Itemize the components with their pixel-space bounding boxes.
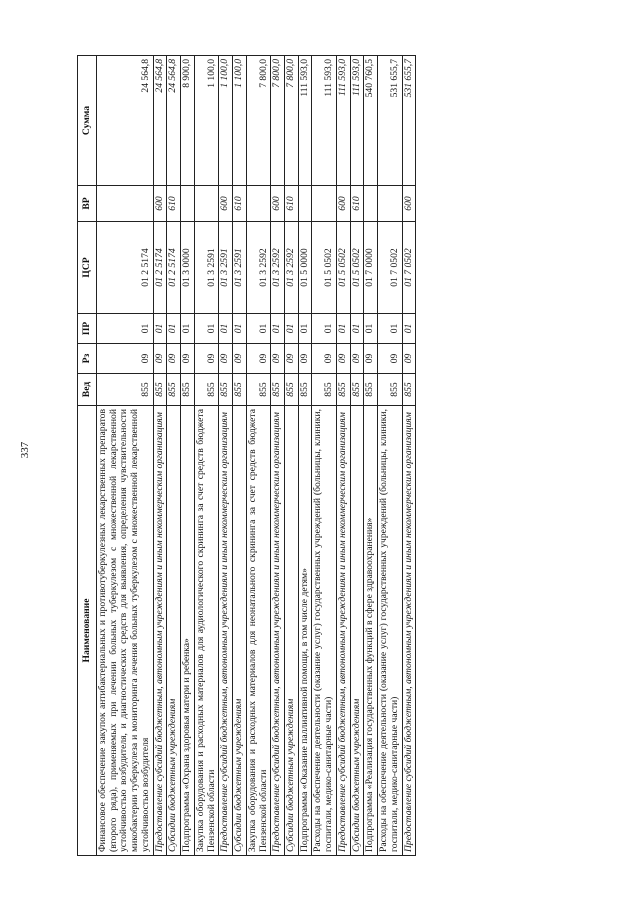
cell-sum: 111 593,0 [336, 56, 350, 186]
cell-rz: 09 [271, 344, 285, 374]
rotated-table-container [77, 56, 587, 856]
table-row [312, 56, 336, 856]
header-vr: ВР [78, 186, 97, 222]
cell-ved: 855 [336, 374, 350, 406]
cell-csr: 01 3 2592 [246, 222, 270, 314]
cell-name: Подпрограмма «Охрана здоровья матери и ребенка» [181, 406, 195, 856]
cell-csr: 01 5 0502 [350, 222, 364, 314]
cell-pr: 01 [167, 314, 181, 344]
cell-csr: 01 2 5174 [153, 222, 167, 314]
page-number: 337 [19, 441, 31, 459]
table-row [246, 56, 270, 856]
table-row [350, 56, 364, 856]
cell-rz: 09 [246, 344, 270, 374]
cell-rz: 09 [153, 344, 167, 374]
table-row [364, 56, 378, 856]
cell-sum: 24 564,8 [97, 56, 154, 186]
cell-name: Закупка оборудования и расходных материалов для аудиологического скрининга за счет средств бюджета Пензенской области [194, 406, 218, 856]
table-row [402, 56, 416, 856]
table-row [336, 56, 350, 856]
cell-sum: 111 593,0 [350, 56, 364, 186]
cell-ved: 855 [350, 374, 364, 406]
cell-name: Субсидии бюджетным учреждениям [285, 406, 299, 856]
table-row [233, 56, 247, 856]
cell-rz: 09 [194, 344, 218, 374]
cell-rz: 09 [378, 344, 402, 374]
cell-csr: 01 7 0502 [402, 222, 416, 314]
cell-pr: 01 [246, 314, 270, 344]
header-pr: ПР [78, 314, 97, 344]
cell-ved: 855 [219, 374, 233, 406]
cell-pr: 01 [285, 314, 299, 344]
cell-name: Расходы на обеспечение деятельности (оказание услуг) государственных учреждений (больницы, клиники, госпитали, медико-санитарные части) [312, 406, 336, 856]
cell-ved: 855 [181, 374, 195, 406]
cell-rz: 09 [312, 344, 336, 374]
cell-vr: 600 [153, 186, 167, 222]
cell-vr [97, 186, 154, 222]
cell-ved: 855 [402, 374, 416, 406]
cell-vr: 600 [271, 186, 285, 222]
cell-name: Предоставление субсидий бюджетным, автономным учреждениям и иным некоммерческим организациям [153, 406, 167, 856]
cell-pr: 01 [271, 314, 285, 344]
cell-rz: 09 [350, 344, 364, 374]
cell-pr: 01 [194, 314, 218, 344]
cell-name: Расходы на обеспечение деятельности (оказание услуг) государственных учреждений (больницы, клиники, госпитали, медико-санитарные части) [378, 406, 402, 856]
header-ved: Вед [78, 374, 97, 406]
cell-sum: 1 100,0 [194, 56, 218, 186]
table-row [194, 56, 218, 856]
cell-ved: 855 [271, 374, 285, 406]
table-row [271, 56, 285, 856]
table-row [219, 56, 233, 856]
cell-vr: 600 [402, 186, 416, 222]
cell-ved: 855 [97, 374, 154, 406]
cell-pr: 01 [153, 314, 167, 344]
cell-name: Предоставление субсидий бюджетным, автономным учреждениям и иным некоммерческим организациям [271, 406, 285, 856]
cell-name: Предоставление субсидий бюджетным, автономным учреждениям и иным некоммерческим организациям [402, 406, 416, 856]
cell-sum: 1 100,0 [219, 56, 233, 186]
cell-pr: 01 [219, 314, 233, 344]
cell-rz: 09 [298, 344, 312, 374]
cell-pr: 01 [97, 314, 154, 344]
cell-ved: 855 [298, 374, 312, 406]
cell-name: Закупка оборудования и расходных материалов для неонатального скрининга за счет средств бюджета Пензенской области [246, 406, 270, 856]
table-row [153, 56, 167, 856]
header-rz: Рз [78, 344, 97, 374]
cell-name: Подпрограмма «Реализация государственных функций в сфере здравоохранения» [364, 406, 378, 856]
cell-csr: 01 3 2592 [285, 222, 299, 314]
table-row [285, 56, 299, 856]
cell-rz: 09 [285, 344, 299, 374]
cell-csr: 01 3 0000 [181, 222, 195, 314]
table-row [97, 56, 154, 856]
cell-ved: 855 [194, 374, 218, 406]
cell-vr [194, 186, 218, 222]
cell-csr: 01 5 0000 [298, 222, 312, 314]
cell-ved: 855 [233, 374, 247, 406]
cell-name: Предоставление субсидий бюджетным, автономным учреждениям и иным некоммерческим организациям [336, 406, 350, 856]
table-row [167, 56, 181, 856]
cell-sum: 8 900,0 [181, 56, 195, 186]
cell-csr: 01 7 0502 [378, 222, 402, 314]
cell-rz: 09 [364, 344, 378, 374]
cell-csr: 01 2 5174 [97, 222, 154, 314]
cell-sum: 531 655,7 [378, 56, 402, 186]
cell-pr: 01 [402, 314, 416, 344]
cell-sum: 531 655,7 [402, 56, 416, 186]
header-name: Наименование [78, 406, 97, 856]
cell-vr [246, 186, 270, 222]
cell-rz: 09 [402, 344, 416, 374]
cell-pr: 01 [378, 314, 402, 344]
cell-name: Субсидии бюджетным учреждениям [350, 406, 364, 856]
table-row [181, 56, 195, 856]
cell-sum: 111 593,0 [298, 56, 312, 186]
cell-sum: 24 564,8 [167, 56, 181, 186]
cell-rz: 09 [167, 344, 181, 374]
cell-pr: 01 [298, 314, 312, 344]
cell-csr: 01 2 5174 [167, 222, 181, 314]
cell-csr: 01 7 0000 [364, 222, 378, 314]
cell-name: Предоставление субсидий бюджетным, автономным учреждениям и иным некоммерческим организациям [219, 406, 233, 856]
cell-vr [181, 186, 195, 222]
cell-name: Субсидии бюджетным учреждениям [167, 406, 181, 856]
cell-ved: 855 [246, 374, 270, 406]
cell-rz: 09 [97, 344, 154, 374]
cell-vr [298, 186, 312, 222]
cell-rz: 09 [219, 344, 233, 374]
cell-sum: 1 100,0 [233, 56, 247, 186]
cell-vr: 600 [336, 186, 350, 222]
header-csr: ЦСР [78, 222, 97, 314]
header-sum: Сумма [78, 56, 97, 186]
cell-name: Подпрограмма «Оказание паллиативной помощи, в том числе детям» [298, 406, 312, 856]
cell-vr [364, 186, 378, 222]
cell-rz: 09 [181, 344, 195, 374]
cell-csr: 01 3 2591 [219, 222, 233, 314]
cell-rz: 09 [233, 344, 247, 374]
table-header-row [78, 56, 97, 856]
cell-name: Финансовое обеспечение закупок антибактериальных и противотуберкулезных лекарственных препаратов (второго ряда), применяемых при лечении больных туберкулезом с множественной лекарственной устойчивостью возбудителя, и диагностических средств для выявления, определения чувствительности микобактерии туберкулеза и мониторинга лечения больных туберкулезом с множественной лекарственной устойчивостью возбудителя [97, 406, 154, 856]
cell-ved: 855 [153, 374, 167, 406]
budget-table [77, 55, 416, 856]
cell-pr: 01 [364, 314, 378, 344]
cell-csr: 01 5 0502 [312, 222, 336, 314]
cell-csr: 01 3 2591 [194, 222, 218, 314]
cell-vr: 610 [350, 186, 364, 222]
cell-ved: 855 [378, 374, 402, 406]
cell-vr: 600 [219, 186, 233, 222]
cell-ved: 855 [364, 374, 378, 406]
cell-vr: 610 [285, 186, 299, 222]
cell-vr: 610 [167, 186, 181, 222]
cell-sum: 111 593,0 [312, 56, 336, 186]
cell-csr: 01 5 0502 [336, 222, 350, 314]
cell-ved: 855 [285, 374, 299, 406]
cell-pr: 01 [181, 314, 195, 344]
cell-pr: 01 [233, 314, 247, 344]
cell-vr: 610 [233, 186, 247, 222]
table-row [298, 56, 312, 856]
cell-ved: 855 [167, 374, 181, 406]
cell-pr: 01 [336, 314, 350, 344]
cell-csr: 01 3 2591 [233, 222, 247, 314]
cell-csr: 01 3 2592 [271, 222, 285, 314]
cell-name: Субсидии бюджетным учреждениям [233, 406, 247, 856]
cell-sum: 7 800,0 [246, 56, 270, 186]
cell-vr [312, 186, 336, 222]
cell-vr [378, 186, 402, 222]
cell-sum: 7 800,0 [285, 56, 299, 186]
cell-sum: 24 564,8 [153, 56, 167, 186]
table-row [378, 56, 402, 856]
cell-sum: 7 800,0 [271, 56, 285, 186]
cell-rz: 09 [336, 344, 350, 374]
cell-pr: 01 [312, 314, 336, 344]
cell-pr: 01 [350, 314, 364, 344]
cell-ved: 855 [312, 374, 336, 406]
cell-sum: 540 760,5 [364, 56, 378, 186]
